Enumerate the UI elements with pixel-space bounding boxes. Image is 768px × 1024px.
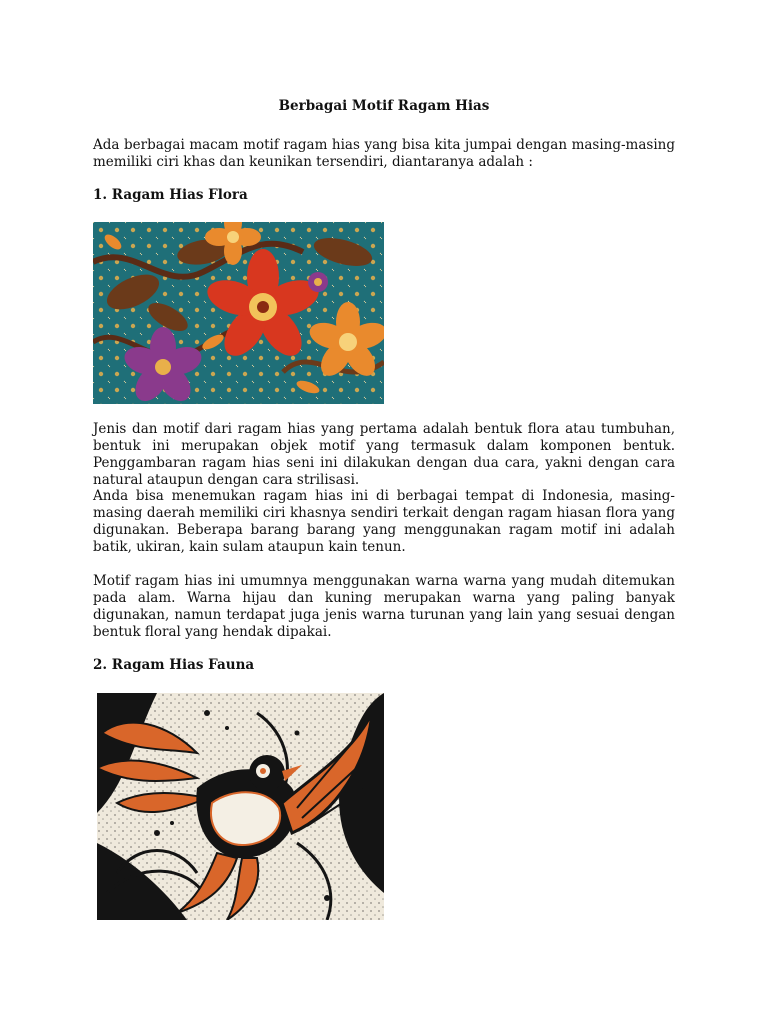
batik-flora-image bbox=[93, 222, 384, 404]
document-title: Berbagai Motif Ragam Hias bbox=[278, 98, 490, 114]
flora-paragraph-3: Motif ragam hias ini umumnya menggunakan warna warna yang mudah ditemukan pada alam. Warna hijau dan kuning merupakan warna yang paling banyak digunakan, namun terdapat juga jenis warna turunan yang lain yang sesuai dengan bentuk floral yang hendak dipakai. bbox=[93, 573, 675, 640]
section-heading-flora: 1. Ragam Hias Flora bbox=[93, 187, 248, 203]
flora-paragraph-1: Jenis dan motif dari ragam hias yang pertama adalah bentuk flora atau tumbuhan, bentuk ini merupakan objek motif yang termasuk dalam komponen bentuk. Penggambaran ragam hias seni ini dilakukan dengan dua cara, yakni dengan cara natural ataupun dengan cara strilisasi. bbox=[93, 421, 675, 488]
batik-fauna-image bbox=[97, 693, 384, 920]
section-heading-fauna: 2. Ragam Hias Fauna bbox=[93, 657, 255, 673]
intro-paragraph: Ada berbagai macam motif ragam hias yang bisa kita jumpai dengan masing-masing memiliki ciri khas dan keunikan tersendiri, diantaranya adalah : bbox=[93, 137, 675, 170]
flora-paragraph-2: Anda bisa menemukan ragam hias ini di berbagai tempat di Indonesia, masing-masing daerah memiliki ciri khasnya sendiri terkait dengan ragam hiasan flora yang digunakan. Beberapa barang barang yang menggunakan ragam motif ini adalah batik, ukiran, kain sulam ataupun kain tenun. bbox=[93, 488, 675, 555]
